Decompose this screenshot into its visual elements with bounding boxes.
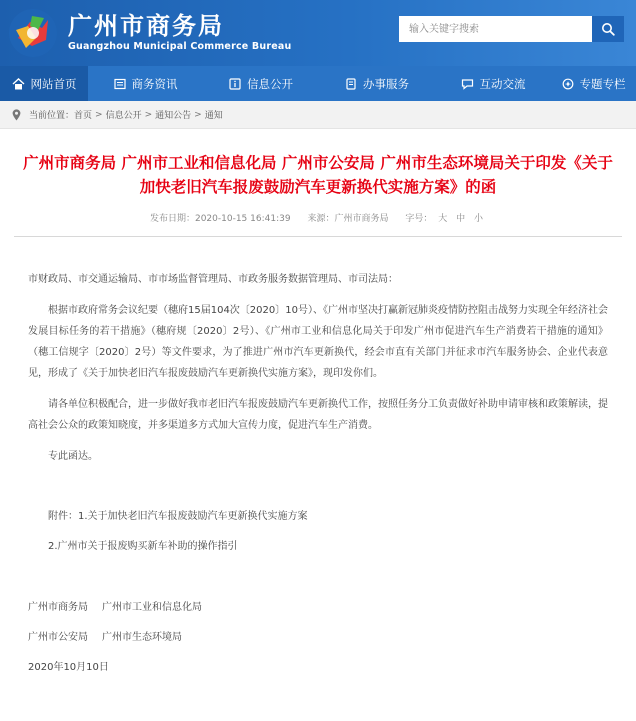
signature-commerce: 广州市商务局 <box>28 602 88 613</box>
main-nav <box>0 66 636 101</box>
nav-label: 网站首页 <box>30 76 77 91</box>
signature-industry: 广州市工业和信息化局 <box>102 602 202 613</box>
signature-police: 广州市公安局 <box>28 632 88 643</box>
bureau-logo-icon[interactable] <box>8 8 58 58</box>
font-size-medium[interactable]: 中 <box>456 214 466 224</box>
article-meta <box>0 211 636 225</box>
search-box <box>399 16 624 42</box>
breadcrumb-separator: > <box>95 109 103 120</box>
article-title: 广州市商务局 广州市工业和信息化局 广州市公安局 广州市生态环境局关于印发《关于加快老旧汽车报废鼓励汽车更新换代实施方案》的函 <box>23 154 613 196</box>
info-icon <box>229 78 241 90</box>
article-body <box>0 269 636 678</box>
breadcrumb-current[interactable]: 通知 <box>204 111 223 121</box>
signature-environment: 广州市生态环境局 <box>102 632 182 643</box>
nav-label: 信息公开 <box>247 76 293 91</box>
attachment-1: 附件：1.关于加快老旧汽车报废鼓励汽车更新换代实施方案 <box>48 511 308 522</box>
site-title-cn: 广州市商务局 <box>68 12 224 40</box>
nav-label: 专题专栏 <box>579 76 626 91</box>
publish-date: 发布日期：2020-10-15 16:41:39 <box>149 214 291 224</box>
topic-icon <box>562 78 574 90</box>
breadcrumb-home[interactable]: 首页 <box>74 111 93 121</box>
nav-item-news[interactable] <box>88 66 203 101</box>
nav-item-interact[interactable] <box>435 66 551 101</box>
signature-row-1 <box>28 597 608 618</box>
breadcrumb <box>0 101 636 129</box>
site-title-en: Guangzhou Municipal Commerce Bureau <box>68 41 292 52</box>
search-icon <box>601 22 615 36</box>
search-input[interactable] <box>399 16 590 42</box>
service-icon <box>345 78 357 90</box>
nav-label: 办事服务 <box>363 76 409 91</box>
home-icon <box>12 78 25 90</box>
article <box>0 151 636 678</box>
font-size-switch <box>405 214 486 224</box>
chat-icon <box>461 78 474 90</box>
font-size-small[interactable]: 小 <box>474 214 484 224</box>
nav-label: 商务资讯 <box>131 76 178 91</box>
nav-item-service[interactable] <box>319 66 435 101</box>
font-size-large[interactable]: 大 <box>438 214 448 224</box>
nav-item-topic[interactable] <box>551 66 636 101</box>
breadcrumb-notices[interactable]: 通知公告 <box>155 111 192 121</box>
breadcrumb-separator: > <box>194 109 202 120</box>
body-paragraph: 根据市政府常务会议纪要（穗府15届104次〔2020〕10号）、《广州市坚决打赢新冠肺炎疫情防控阻击战努力实现全年经济社会发展目标任务的若干措施》（穗府规〔2020〕2号）、《广州市工业和信息化局关于印发广州市促进汽车生产消费若干措施的通知》（穗工信规字〔2020〕2号）等文件要求，为了推进广州市汽车更新换代，经会市直有关部门并征求市汽车服务协会、企业代表意见，形成了《关于加快老旧汽车报废鼓励汽车更新换代实施方案》，现印发你们。 <box>28 305 608 379</box>
body-paragraph: 请各单位积极配合，进一步做好我市老旧汽车报废鼓励汽车更新换代工作，按照任务分工负责做好补助申请审核和政策解读，提高社会公众的政策知晓度，并多渠道多方式加大宣传力度，促进汽车生产消费。 <box>28 399 608 431</box>
nav-label: 互动交流 <box>479 76 526 91</box>
search-button[interactable] <box>592 16 624 42</box>
title-divider <box>14 236 622 237</box>
site-header <box>0 0 636 66</box>
location-pin-icon <box>12 109 21 121</box>
signature-row-2 <box>28 627 608 648</box>
signature-date: 2020年10月10日 <box>28 662 109 673</box>
news-icon <box>114 78 126 90</box>
attachment-2: 2.广州市关于报废购买新车补助的操作指引 <box>48 541 238 552</box>
body-paragraph: 专此函达。 <box>48 451 98 462</box>
font-size-label: 字号： <box>405 214 433 224</box>
nav-item-home[interactable] <box>0 66 88 101</box>
salutation: 市财政局、市交通运输局、市市场监督管理局、市政务服务数据管理局、市司法局： <box>28 274 398 285</box>
breadcrumb-separator: > <box>144 109 153 120</box>
nav-item-info[interactable] <box>203 66 319 101</box>
article-source: 来源：广州市商务局 <box>307 214 389 224</box>
breadcrumb-prefix: 当前位置： <box>29 111 75 121</box>
breadcrumb-info[interactable]: 信息公开 <box>105 111 142 121</box>
site-brand[interactable] <box>68 12 291 52</box>
